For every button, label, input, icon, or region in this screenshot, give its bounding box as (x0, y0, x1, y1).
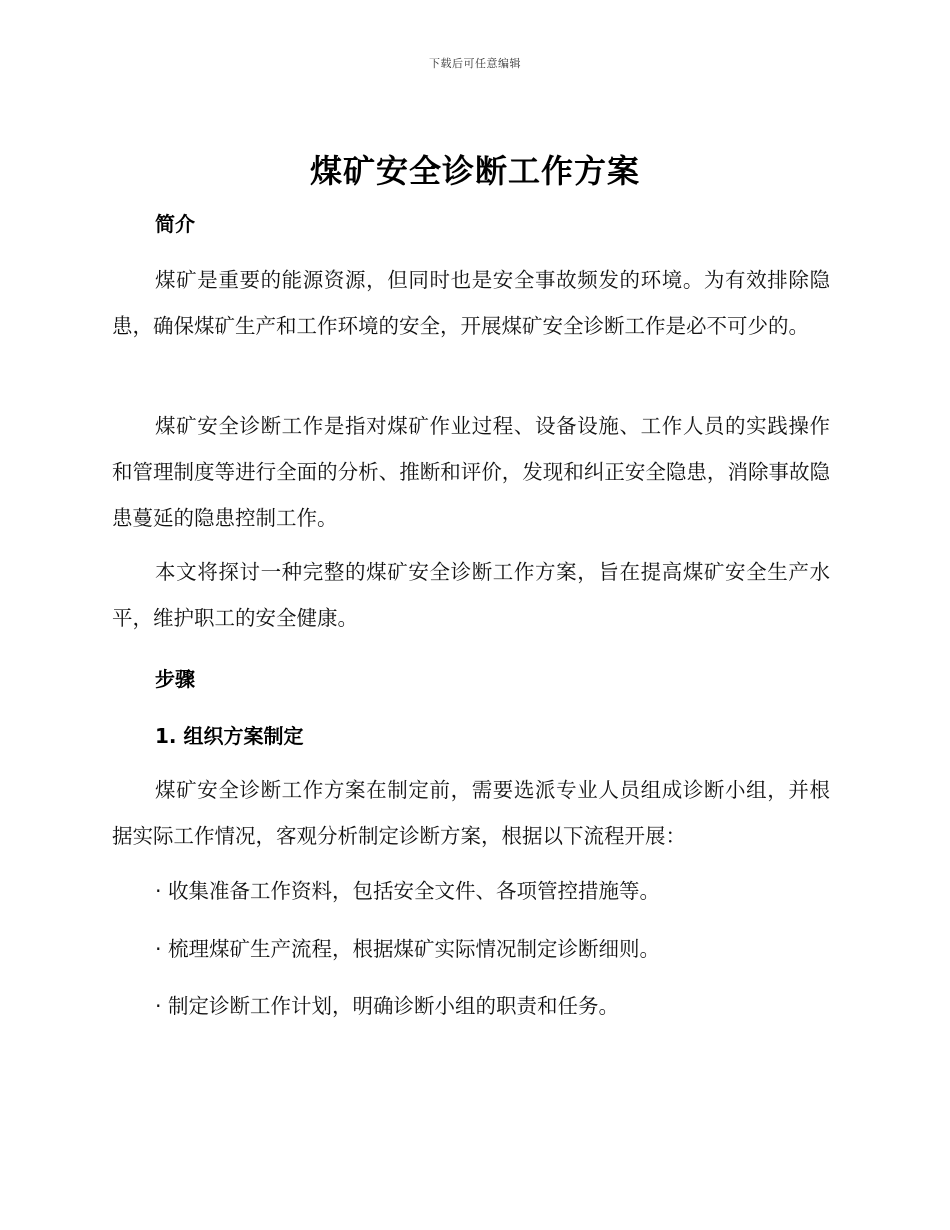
intro-paragraph-2: 煤矿安全诊断工作是指对煤矿作业过程、设备设施、工作人员的实践操作和管理制度等进行全面的分析、推断和评价，发现和纠正安全隐患，消除事故隐患蔓延的隐患控制工作。 (112, 414, 830, 530)
step1-bullet-3: · 制定诊断工作计划，明确诊断小组的职责和任务。 (155, 994, 620, 1018)
steps-heading: 步骤 (155, 667, 195, 691)
step1-heading: 1. 组织方案制定 (155, 724, 304, 748)
document-title: 煤矿安全诊断工作方案 (309, 152, 640, 190)
intro-paragraph-3: 本文将探讨一种完整的煤矿安全诊断工作方案，旨在提高煤矿安全生产水平，维护职工的安全健康。 (112, 560, 830, 630)
intro-paragraph-1: 煤矿是重要的能源资源，但同时也是安全事故频发的环境。为有效排除隐患，确保煤矿生产和工作环境的安全，开展煤矿安全诊断工作是必不可少的。 (112, 268, 830, 338)
intro-heading: 简介 (155, 212, 195, 236)
step1-bullet-1: · 收集准备工作资料，包括安全文件、各项管控措施等。 (155, 879, 661, 903)
step1-bullet-2: · 梳理煤矿生产流程，根据煤矿实际情况制定诊断细则。 (155, 937, 661, 961)
step1-paragraph: 煤矿安全诊断工作方案在制定前，需要选派专业人员组成诊断小组，并根据实际工作情况，客观分析制定诊断方案，根据以下流程开展： (112, 778, 830, 848)
page-header-note: 下载后可任意编辑 (429, 57, 521, 70)
